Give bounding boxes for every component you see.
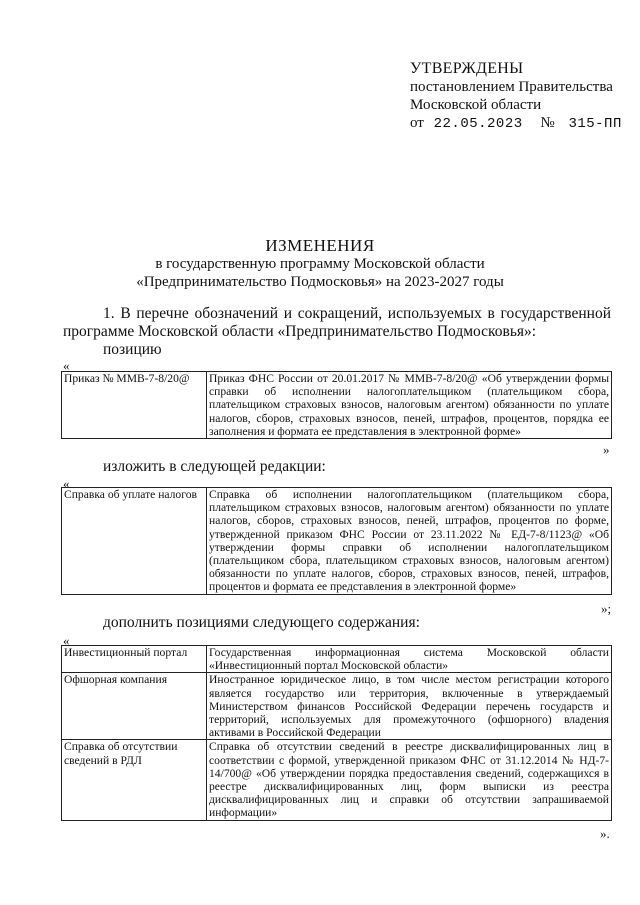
table-added-positions [61,645,612,821]
table-new-position [61,487,612,595]
close-quote-3: ». [600,826,610,841]
definition-cell: Приказ ФНС России от 20.01.2017 № ММВ-7-8/20@ «Об утверждении формы справки об исполнении налогоплательщиком (плательщиком сбора, плательщиком страховых взносов, налоговым агентом) обязанности по уплате налогов, сборов, страховых взносов, пеней, штрафов, процентов, порядка ее заполнения и формата ее представления в электронной форме» [207,372,612,439]
definition-cell: Иностранное юридическое лицо, в том числе местом регистрации которого является государство или территория, включенные в утверждаемый Министерством финансов Российской Федерации перечень государств и территорий, используемых для промежуточного (офшорного) владения активами в Российской Федерации [207,673,612,740]
table-old-position [61,371,612,439]
table-row [62,488,612,595]
close-quote-1: » [603,442,610,457]
approval-line-1: постановлением Правительства [410,79,613,95]
approval-heading: УТВЕРЖДЕНЫ [410,60,524,77]
add-label: дополнить позициями следующего содержания: [103,614,420,631]
definition-cell: Справка об исполнении налогоплательщиком (плательщиком сбора, плательщиком страховых взносов, налоговым агентом) обязанности по уплате налогов, сборов, страховых взносов, пеней, штрафов, процентов по форме, утвержденной приказом ФНС России от 23.11.2022 № ЕД-7-8/1123@ «Об утверждении формы справки об исполнении налогоплательщиком (плательщиком сбора, плательщиком страховых взносов, налоговым агентом) обязанности по уплате налогов, сборов, страховых взносов, пеней, штрафов, процентов и формата ее представления в электронной форме» [207,488,612,595]
approval-line-2: Московской области [410,97,542,113]
definition-cell: Государственная информационная система Московской области «Инвестиционный портал Московской области» [207,646,612,673]
approval-date-line [410,114,622,133]
table-row [62,372,612,439]
document-title: ИЗМЕНЕНИЯ [265,236,375,255]
table-row [62,740,612,820]
definition-cell: Справка об отсутствии сведений в реестре дисквалифицированных лиц в соответствии с формой, утвержденной приказом ФНС от 31.12.2014 № НД-7-14/700@ «Об утверждении порядка предоставления сведений, содержащихся в реестре дисквалифицированных лиц, форм выписки из реестра дисквалифицированных лиц и справки об отсутствии запрашиваемой информации» [207,740,612,820]
document-subtitle-2: «Предпринимательство Подмосковья» на 2023-2027 годы [136,274,504,290]
approval-number: 315-ПП [568,116,622,132]
section-1-paragraph: 1. В перечне обозначений и сокращений, используемых в государственной программе Московской области «Предпринимательство Подмосковья»: [63,305,611,340]
table-row [62,673,612,740]
term-cell: Инвестиционный портал [62,646,207,673]
open-quote-1: « [63,358,70,373]
term-cell: Офшорная компания [62,673,207,740]
replace-label: изложить в следующей редакции: [103,458,326,475]
table-row [62,646,612,673]
term-cell: Приказ № ММВ-7-8/20@ [62,372,207,439]
term-cell: Справка об отсутствии сведений в РДЛ [62,740,207,820]
open-quote-3: « [63,633,70,648]
term-cell: Справка об уплате налогов [62,488,207,595]
open-quote-2: « [63,476,70,491]
approval-stamp [410,60,622,133]
approval-date: 22.05.2023 [433,116,523,132]
number-sign: № [540,115,555,131]
document-subtitle-1: в государственную программу Московской области [155,256,485,272]
date-prefix: от [410,115,424,131]
position-label: позицию [103,341,162,358]
close-quote-2: »; [601,601,612,616]
